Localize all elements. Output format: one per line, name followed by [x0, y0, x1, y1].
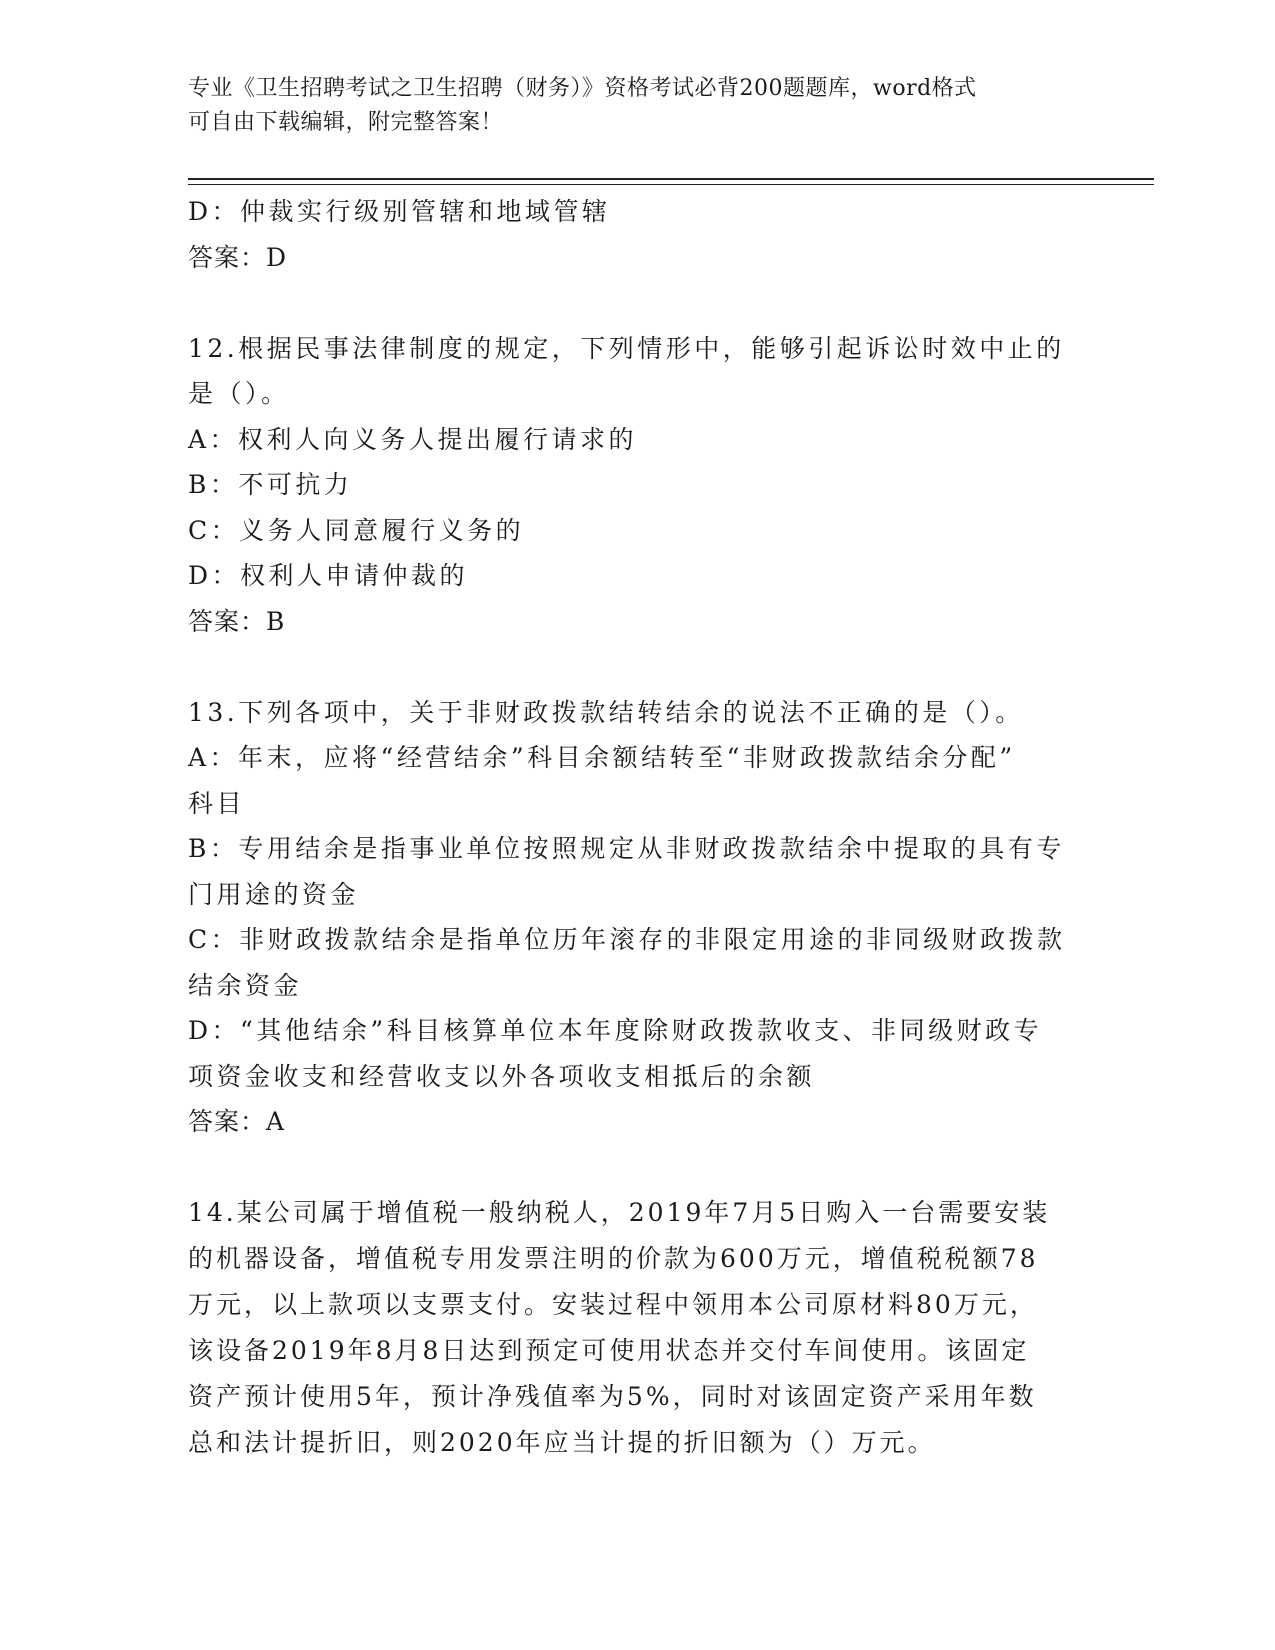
q12-answer: 答案：B — [188, 606, 286, 636]
question-14 — [188, 1190, 1088, 1466]
header-rule-thick — [188, 178, 1154, 180]
header-line-1: 专业《卫生招聘考试之卫生招聘（财务）》资格考试必背200题题库，word格式 — [188, 76, 977, 101]
q12-option-a: A：权利人向义务人提出履行请求的 — [188, 424, 638, 454]
q14-stem-line-2: 的机器设备，增值税专用发票注明的价款为600万元，增值税税额78 — [188, 1244, 1039, 1273]
q11-option-d: D：仲裁实行级别管辖和地域管辖 — [188, 197, 611, 226]
q13-option-b-line-1: B：专用结余是指事业单位按照规定从非财政拨款结余中提取的具有专 — [188, 834, 1065, 863]
q14-stem-line-6: 总和法计提折旧，则2020年应当计提的折旧额为（）万元。 — [188, 1428, 936, 1457]
page-header — [188, 72, 1068, 140]
q11-answer: 答案：D — [188, 242, 288, 272]
spacer — [188, 280, 1088, 326]
q12-stem-line-1: 12.根据民事法律制度的规定，下列情形中，能够引起诉讼时效中止的 — [188, 333, 1065, 363]
q14-stem-line-3: 万元，以上款项以支票支付。安装过程中领用本公司原材料80万元， — [188, 1290, 1038, 1319]
q13-answer: 答案：A — [188, 1107, 286, 1136]
q13-option-a-line-1: A：年末，应将“经营结余”科目余额结转至“非财政拨款结余分配” — [188, 743, 1016, 772]
q14-stem-line-4: 该设备2019年8月8日达到预定可使用状态并交付车间使用。该固定 — [188, 1336, 1030, 1365]
q12-option-c: C：义务人同意履行义务的 — [188, 515, 525, 545]
q13-option-d-line-1: D：“其他结余”科目核算单位本年度除财政拨款收支、非同级财政专 — [188, 1016, 1043, 1045]
header-rule-thin — [188, 184, 1154, 185]
q13-stem: 13.下列各项中，关于非财政拨款结转结余的说法不正确的是（）。 — [188, 697, 1024, 727]
q12-option-d: D：权利人申请仲裁的 — [188, 561, 469, 590]
question-11-tail — [188, 189, 1088, 280]
q14-stem-line-1: 14.某公司属于增值税一般纳税人，2019年7月5日购入一台需要安装 — [188, 1198, 1051, 1227]
question-13 — [188, 690, 1088, 1145]
q13-option-d-line-2: 项资金收支和经营收支以外各项收支相抵后的余额 — [188, 1061, 816, 1091]
q12-option-b: B：不可抗力 — [188, 470, 353, 499]
q13-option-c-line-1: C：非财政拨款结余是指单位历年滚存的非限定用途的非同级财政拨款 — [188, 925, 1066, 954]
document-body — [188, 189, 1088, 1466]
spacer — [188, 1145, 1088, 1191]
q12-stem-line-2: 是（）。 — [188, 379, 290, 408]
header-line-2: 可自由下载编辑，附完整答案！ — [188, 110, 504, 135]
q14-stem-line-5: 资产预计使用5年，预计净残值率为5%，同时对该固定资产采用年数 — [188, 1382, 1037, 1411]
q13-option-c-line-2: 结余资金 — [188, 970, 303, 1000]
q13-option-b-line-2: 门用途的资金 — [188, 879, 360, 909]
spacer — [188, 644, 1088, 690]
q13-option-a-line-2: 科目 — [188, 788, 246, 818]
question-12 — [188, 326, 1088, 645]
